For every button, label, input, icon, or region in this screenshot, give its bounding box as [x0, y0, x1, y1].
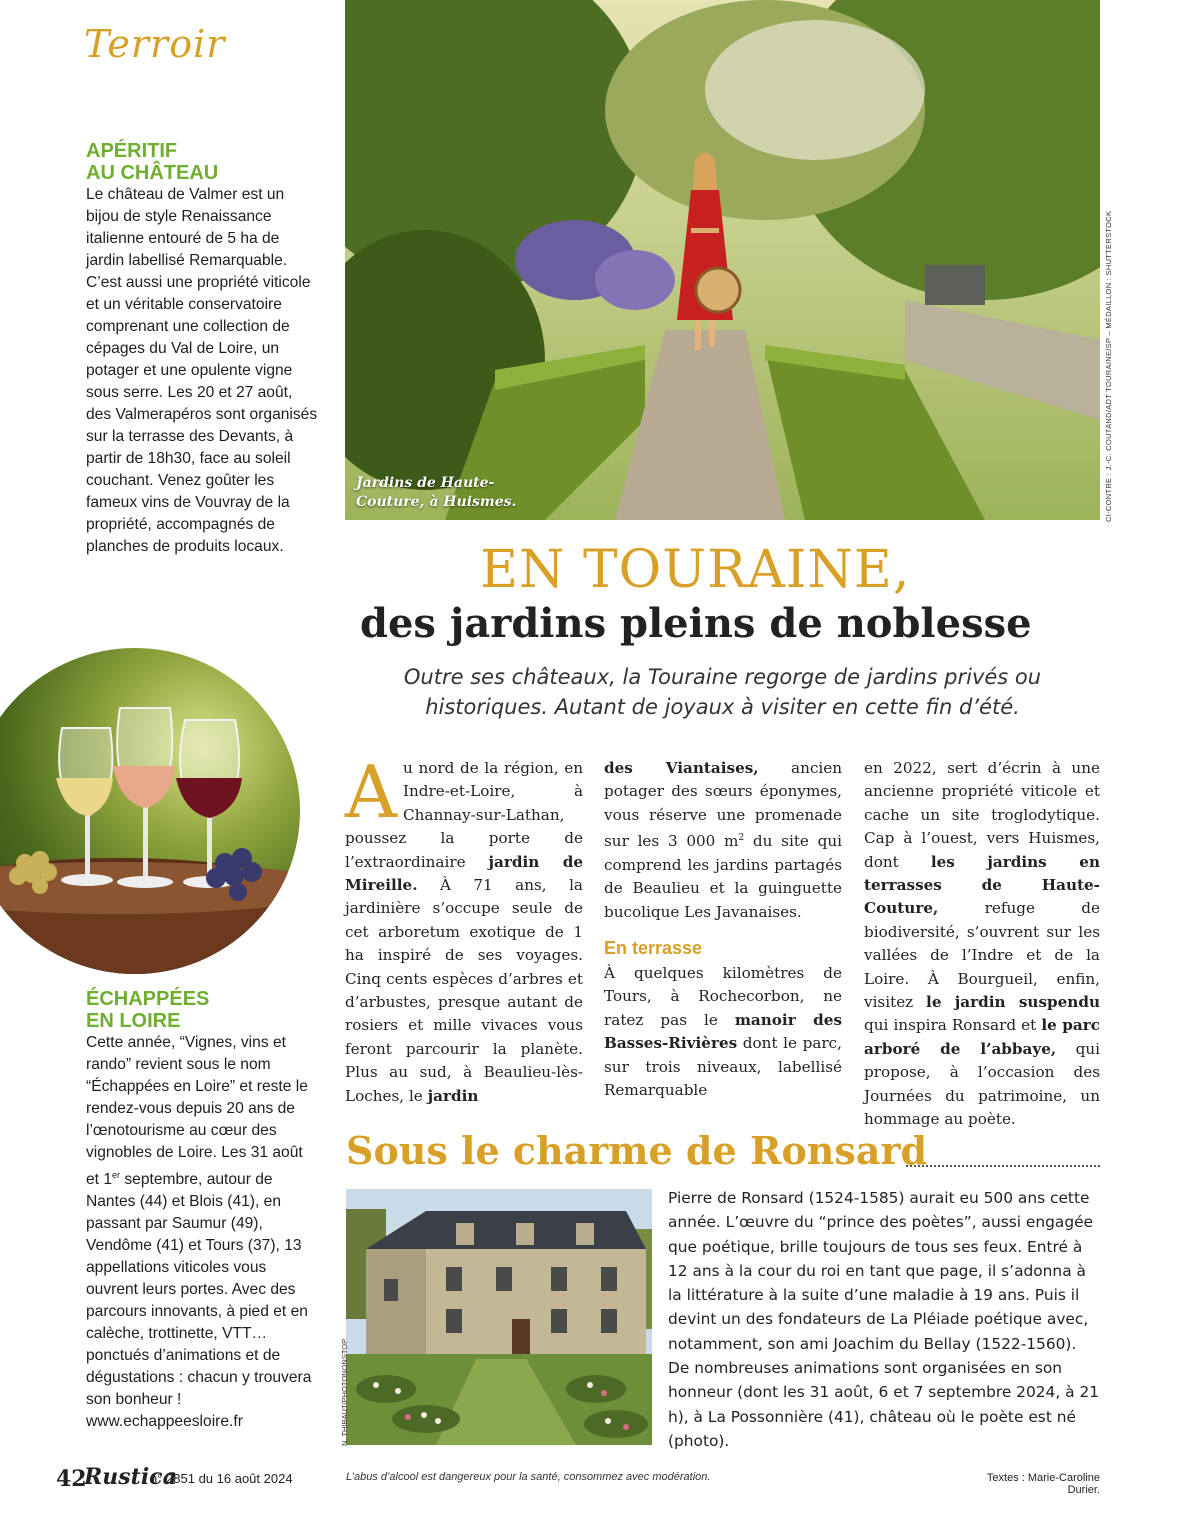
body-bold-text: jardin — [427, 1086, 479, 1105]
magazine-logo: Rustica — [84, 1464, 177, 1490]
article-column-3 — [864, 757, 1100, 1132]
standfirst-line: historiques. Autant de joyaux à visiter en cette fin d’été. — [425, 695, 1020, 719]
hero-garden-photo — [345, 0, 1100, 520]
standfirst-line: Outre ses châteaux, la Touraine regorge de jardins privés ou — [403, 665, 1042, 689]
dotted-rule — [906, 1165, 1100, 1167]
photo-credit-hero: CI-CONTRE : J.-C. COUTAND/ADT TOURAINE/SP – MÉDAILLON : SHUTTERSTOCK — [1104, 210, 1113, 522]
ronsard-heading: Sous le charme de Ronsard — [346, 1128, 928, 1173]
article-standfirst — [345, 662, 1100, 722]
article-column-1 — [345, 750, 583, 1108]
article-column-2 — [604, 757, 842, 1102]
text-credit: Textes : Marie-Caroline Durier. — [986, 1472, 1100, 1496]
sidebar-url-link[interactable]: www.echappeesloire.fr — [86, 1413, 243, 1431]
sidebar-heading-line: EN LOIRE — [86, 1010, 181, 1032]
body-bold-text: les jardins en terrasses de Haute-Couture, — [864, 852, 1100, 918]
body-text: u nord de la région, en Indre-et-Loire, à Channay-sur-Lathan, poussez la porte de l’extraordinaire — [345, 759, 583, 871]
article-title-line1: EN TOURAINE, — [480, 540, 911, 600]
article-title-line2: des jardins pleins de noblesse — [360, 600, 1032, 647]
issue-info: n° 2851 du 16 août 2024 — [150, 1471, 293, 1486]
sidebar-heading-line: ÉCHAPPÉES — [86, 988, 210, 1010]
sidebar-text-part: Cette année, “Vignes, vins et rando” revient sous le nom “Échappées en Loire” et reste le rendez-vous depuis 20 ans de l’œnotourisme au cœur des vignobles de Loire. Les 31 août et 1 — [86, 1034, 308, 1189]
body-text: en 2022, sert d’écrin à une ancienne propriété viticole et cache un site troglodytique. Cap à l’ouest, vers Huismes, dont — [864, 759, 1100, 871]
hero-caption-line: Jardins de Haute- — [356, 475, 495, 491]
sidebar-text-echappees — [86, 1032, 318, 1433]
alcohol-warning: L’abus d’alcool est dangereux pour la santé, consommez avec modération. — [346, 1471, 711, 1483]
sidebar-text-sup: er — [112, 1170, 121, 1180]
chateau-photo — [346, 1189, 652, 1445]
body-text: À quelques kilomètres de Tours, à Rochecorbon, ne ratez pas le — [604, 963, 842, 1029]
body-text: ancien potager des sœurs éponymes, vous réserve une promenade sur les 3 000 m — [604, 759, 843, 851]
page-number: 42 — [56, 1466, 87, 1492]
ronsard-body-text: Pierre de Ronsard (1524-1585) aurait eu 500 ans cette année. L’œuvre du “prince des poètes”, aussi engagée que poétique, brille toujours de tous ses feux. Entré à 12 ans à la cour du roi en tant que page, il s’adonna à la littérature à la suite d’une maladie à 19 ans. Puis il devint un des fondateurs de La Pléiade poétique avec, notamment, son ami Joachim du Bellay (1522-1560). De nombreuses animations sont organisées en son honneur (dont les 31 août, 6 et 7 septembre 2024, à 21 h), à La Possonnière (41), château où le poète est né (photo). — [668, 1189, 1100, 1450]
section-label: Terroir — [84, 22, 226, 66]
body-text: refuge de biodiversité, s’ouvrent sur les vallées de l’Indre et de la Loire. À Bourgueil, enfin, visitez — [864, 899, 1100, 1012]
body-text: qui inspira Ronsard et — [864, 1016, 1042, 1035]
dropcap: A — [345, 750, 397, 834]
sidebar-heading-echappees — [86, 988, 316, 1032]
sidebar-text-part: septembre, autour de Nantes (44) et Blois (41), en passant par Saumur (49), Vendôme (41) et Tours (37), 13 appellations viticoles vous ouvrent leurs portes. Avec des parcours innovants, à pied et en calèche, trottinette, VTT… ponctués d’animations et de dégustations : chacun y trouvera son bonheur ! — [86, 1171, 312, 1409]
chateau-illustration — [346, 1189, 652, 1445]
body-text: À 71 ans, la jardinière s’occupe seule de cet arboretum exotique de 1 ha inspiré de ses voyages. Cinq cents espèces d’arbres et d’arbustes, presque autant de rosiers et mille vivaces vous feront parcourir la planète. Plus au sud, à Beaulieu-lès-Loches, le — [345, 876, 583, 1105]
body-superscript: 2 — [738, 833, 745, 844]
body-bold-text: le jardin suspendu — [926, 993, 1101, 1012]
garden-illustration — [345, 0, 1100, 520]
body-text: qui propose, à l’occasion des Journées du patrimoine, un hommage au poète. — [864, 1039, 1100, 1129]
body-bold-text: jardin de Mireille. — [345, 852, 583, 895]
body-bold-text: le parc arboré de l’abbaye, — [864, 1016, 1100, 1058]
photo-credit-chateau: N. THIBAUT/PHOTONONSTOP — [340, 1338, 349, 1446]
article-subheading: En terrasse — [604, 937, 703, 958]
body-bold-text: des Viantaises, — [604, 759, 759, 777]
wine-glasses-illustration — [0, 648, 300, 974]
sidebar-heading-line: APÉRITIF — [86, 140, 178, 162]
sidebar-heading-line: AU CHÂTEAU — [86, 162, 219, 184]
sidebar-heading-aperitif — [86, 140, 316, 184]
body-bold-text: manoir des Basses-Rivières — [604, 1010, 842, 1053]
hero-caption — [356, 474, 576, 512]
wine-glasses-photo — [0, 648, 300, 974]
body-text: du site qui comprend les jardins partagés de Beaulieu et la guinguette bucolique Les Javanaises. — [604, 832, 843, 921]
hero-caption-line: Couture, à Huismes. — [356, 494, 517, 510]
sidebar-text-aperitif: Le château de Valmer est un bijou de style Renaissance italienne entouré de 5 ha de jardin labellisé Remarquable. C’est aussi une propriété viticole et un véritable conservatoire comprenant une collection de cépages du Val de Loire, un potager et une opulente vigne sous serre. Les 20 et 27 août, des Valmerapéros sont organisés sur la terrasse des Devants, à partir de 18h30, face au soleil couchant. Venez goûter les fameux vins de Vouvray de la propriété, accompagnés de planches de produits locaux. — [86, 186, 318, 555]
body-text: dont le parc, sur trois niveaux, labellisé Remarquable — [604, 1034, 842, 1099]
